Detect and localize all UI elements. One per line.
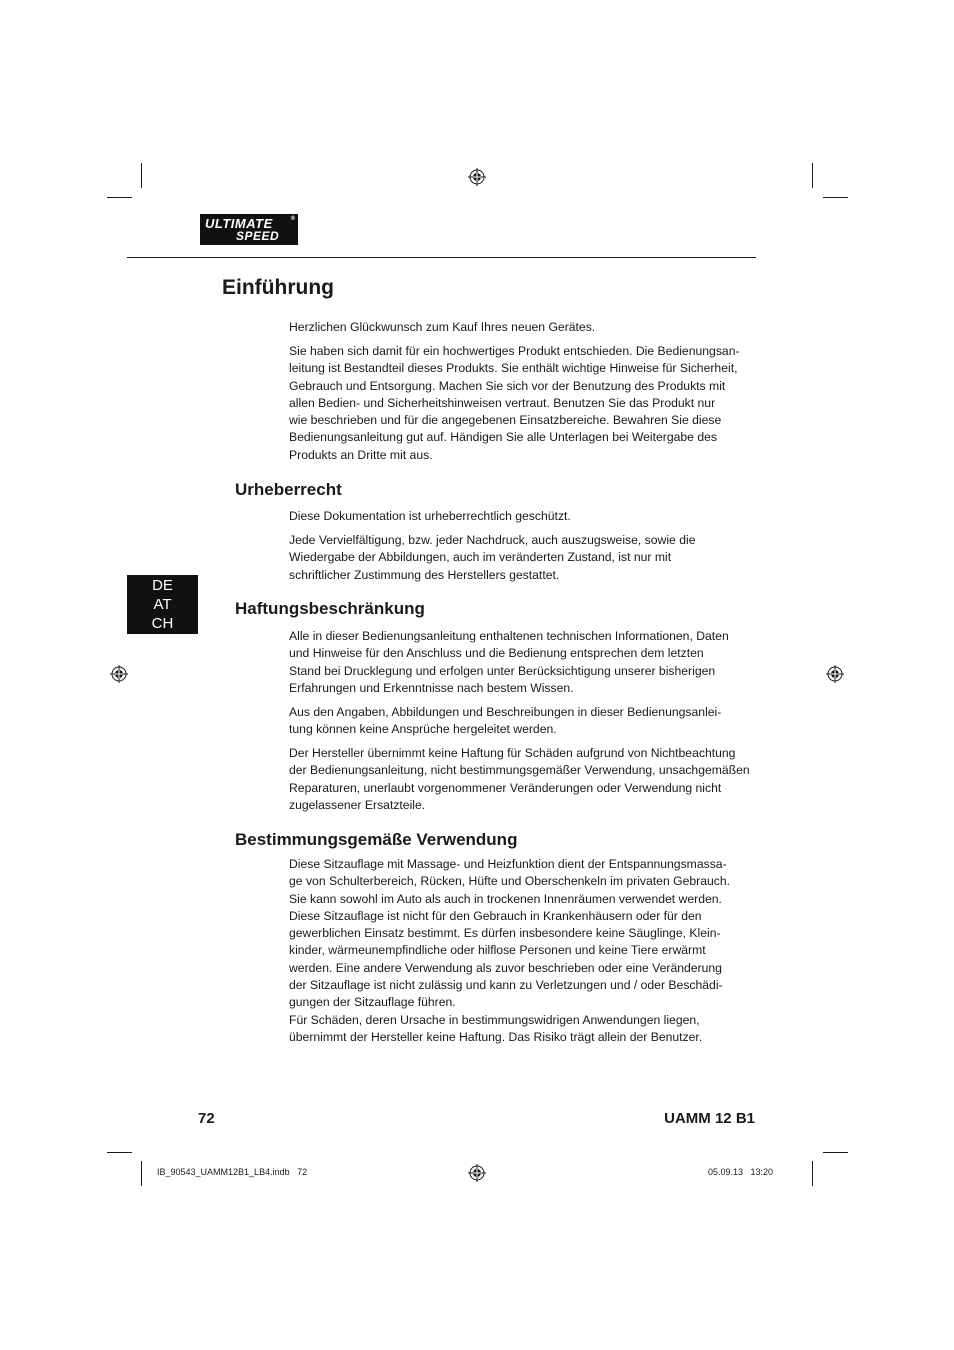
brand-logo	[200, 214, 298, 245]
crop-mark	[812, 1161, 813, 1186]
logo-line-1: ULTIMATE	[205, 216, 273, 231]
text-line: Sie haben sich damit für ein hochwertiges Produkt entschieden. Die Bedienungsan-	[289, 344, 740, 358]
intro-paragraph-2	[289, 343, 740, 464]
crop-mark	[141, 163, 142, 188]
logo-trademark: ®	[290, 216, 295, 222]
text-line: kinder, wärmeunempfindliche oder hilflose Personen und keine Tiere erwärmt	[289, 943, 706, 958]
text-line: tung können keine Ansprüche hergeleitet werden.	[289, 722, 557, 737]
crop-mark	[107, 1152, 132, 1153]
liability-paragraph-3	[289, 745, 750, 814]
text-line: und Hinweise für den Anschluss und die Bedienung entsprechen dem letzten	[289, 646, 704, 661]
intro-paragraph-1: Herzlichen Glückwunsch zum Kauf Ihres neuen Gerätes.	[289, 320, 596, 334]
language-code: DE	[152, 577, 173, 594]
text-line: Jede Vervielfältigung, bzw. jeder Nachdruck, auch auszugsweise, sowie die	[289, 533, 696, 547]
text-line: allen Bedien- und Sicherheitshinweisen vertraut. Benutzen Sie das Produkt nur	[289, 395, 716, 410]
crop-mark	[812, 163, 813, 188]
text-line: Gebrauch und Entsorgung. Machen Sie sich vor der Benutzung des Produkts mit	[289, 378, 726, 393]
liability-paragraph-2	[289, 704, 737, 739]
text-line: Der Hersteller übernimmt keine Haftung für Schäden aufgrund von Nichtbeachtung	[289, 746, 736, 760]
text-line: wie beschrieben und für die angegebenen Einsatzbereiche. Bewahren Sie diese	[289, 413, 722, 428]
crop-mark	[823, 1152, 848, 1153]
text-line: Alle in dieser Bedienungsanleitung enthaltenen technischen Informationen, Daten	[289, 629, 729, 643]
logo-line-2: SPEED	[236, 229, 280, 243]
registration-mark-icon	[468, 1164, 486, 1182]
text-line: gewerblichen Einsatz bestimmt. Es dürfen insbesondere keine Säuglinge, Klein-	[289, 926, 721, 941]
text-line: der Sitzauflage ist nicht zulässig und kann zu Verletzungen und / oder Beschädi-	[289, 978, 723, 993]
text-line: ge von Schulterbereich, Rücken, Hüfte und Oberschenkeln im privaten Gebrauch.	[289, 874, 731, 889]
crop-mark	[141, 1161, 142, 1186]
registration-mark-icon	[468, 168, 486, 186]
text-line: Für Schäden, deren Ursache in bestimmungswidrigen Anwendungen liegen,	[289, 1012, 700, 1027]
model-number: UAMM 12 B1	[664, 1110, 755, 1127]
text-line: Diese Sitzauflage ist nicht für den Gebrauch in Krankenhäusern oder für den	[289, 908, 702, 923]
text-line: Sie kann sowohl im Auto als auch in trockenen Innenräumen verwendet werden.	[289, 891, 722, 906]
copyright-paragraph-2	[289, 532, 737, 584]
language-code: AT	[153, 596, 172, 613]
text-line: Aus den Angaben, Abbildungen und Beschreibungen in dieser Bedienungsanlei-	[289, 705, 722, 719]
print-slug-file: IB_90543_UAMM12B1_LB4.indb 72	[157, 1167, 308, 1177]
language-code: CH	[151, 615, 174, 632]
text-line: der Bedienungsanleitung, nicht bestimmungsgemäßer Verwendung, unsachgemäßen	[289, 763, 750, 778]
print-slug-date: 05.09.13 13:20	[708, 1167, 774, 1177]
text-line: Reparaturen, unerlaubt vorgenommener Veränderungen oder Verwendung nicht	[289, 780, 722, 795]
text-line: Wiedergabe der Abbildungen, auch im veränderten Zustand, ist nur mit	[289, 550, 672, 565]
heading-copyright: Urheberrecht	[235, 480, 342, 499]
text-line: Stand bei Drucklegung und erfolgen unter Berücksichtigung unserer bisherigen	[289, 663, 716, 678]
registration-mark-icon	[826, 665, 844, 683]
intended-use-paragraph	[289, 856, 737, 1046]
text-line: Produkts an Dritte mit aus.	[289, 447, 433, 462]
language-tab	[127, 575, 198, 634]
crop-mark	[107, 197, 132, 198]
text-line: gungen der Sitzauflage führen.	[289, 995, 456, 1010]
text-line: Diese Sitzauflage mit Massage- und Heizfunktion dient der Entspannungsmassa-	[289, 857, 727, 871]
header-rule	[127, 257, 756, 258]
text-line: Erfahrungen und Erkenntnisse nach bestem Wissen.	[289, 680, 574, 695]
liability-paragraph-1	[289, 628, 737, 697]
page-title: Einführung	[222, 276, 334, 299]
text-line: werden. Eine andere Verwendung als zuvor beschrieben oder eine Veränderung	[289, 960, 722, 975]
registration-mark-icon	[110, 665, 128, 683]
text-line: zugelassener Ersatzteile.	[289, 797, 426, 812]
heading-intended-use: Bestimmungsgemäße Verwendung	[235, 830, 518, 849]
crop-mark	[823, 197, 848, 198]
heading-liability: Haftungsbeschränkung	[235, 599, 425, 618]
text-line: schriftlicher Zustimmung des Herstellers gestattet.	[289, 567, 560, 582]
page-number: 72	[198, 1110, 215, 1127]
text-line: übernimmt der Hersteller keine Haftung. Das Risiko trägt allein der Benutzer.	[289, 1029, 703, 1044]
text-line: Bedienungsanleitung gut auf. Händigen Sie alle Unterlagen bei Weitergabe des	[289, 430, 717, 445]
copyright-paragraph-1: Diese Dokumentation ist urheberrechtlich geschützt.	[289, 509, 571, 523]
text-line: leitung ist Bestandteil dieses Produkts. Sie enthält wichtige Hinweise für Sicherheit,	[289, 361, 738, 376]
